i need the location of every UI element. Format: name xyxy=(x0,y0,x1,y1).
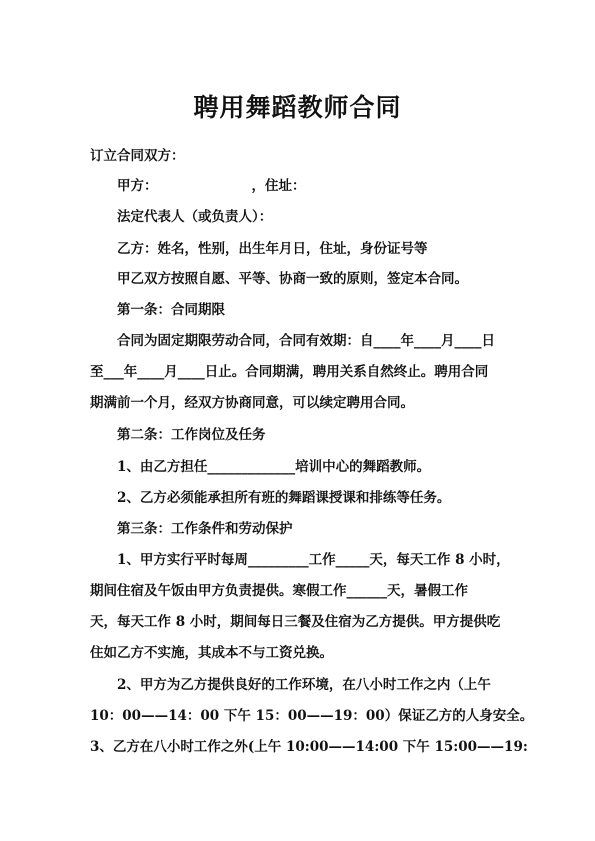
party-b-line: 乙方：姓名，性别，出生年月日，住址，身份证号等 xyxy=(117,241,428,257)
article-3-item-1 xyxy=(90,545,514,669)
document-title: 聘用舞蹈教师合同 xyxy=(193,93,402,122)
legal-representative-line: 法定代表人（或负责人）： xyxy=(117,209,273,225)
article-3-item-3: 3、乙方在八小时工作之外(上午 10:00——14:00 下午 15:00——19: xyxy=(90,739,528,755)
article-3-item-1-line-3: 天，每天工作 8 小时，期间每日三餐及住宿为乙方提供。甲方提供吃 xyxy=(90,614,501,630)
article-3-item-2-line-1: 2、甲方为乙方提供良好的工作环境，在八小时工作之内（上午 xyxy=(117,677,491,693)
article-3-item-2 xyxy=(90,670,534,732)
article-1-body xyxy=(90,326,514,419)
principle-statement: 甲乙双方按照自愿、平等、协商一致的原则，签定本合同。 xyxy=(117,271,468,287)
article-3-item-1-line-4: 住如乙方不实施，其成本不与工资兑换。 xyxy=(90,645,333,661)
article-2-heading: 第二条：工作岗位及任务 xyxy=(117,427,266,443)
article-3-item-2-line-2: 10：00——14：00 下午 15：00——19：00）保证乙方的人身安全。 xyxy=(90,708,534,724)
article-1-line-2: 至___年____月____日止。合同期满，聘用关系自然终止。聘用合同 xyxy=(90,364,489,380)
article-3-item-1-line-2: 期间住宿及午饭由甲方负责提供。寒假工作______天，暑假工作 xyxy=(90,583,468,599)
party-a-line: 甲方： ，住址： xyxy=(117,178,306,194)
article-1-line-1: 合同为固定期限劳动合同，合同有效期：自____年____月____日 xyxy=(117,333,495,349)
article-2-item-2: 2、乙方必须能承担所有班的舞蹈课授课和排练等任务。 xyxy=(117,490,451,506)
article-3-item-1-line-1: 1、甲方实行平时每周_________工作_____天，每天工作 8 小时， xyxy=(117,552,510,568)
article-1-heading: 第一条：合同期限 xyxy=(117,302,225,318)
article-2-item-1: 1、由乙方担任_____________培训中心的舞蹈教师。 xyxy=(117,459,431,475)
contract-parties-heading: 订立合同双方： xyxy=(90,148,185,164)
article-1-line-3: 期满前一个月，经双方协商同意，可以续定聘用合同。 xyxy=(90,395,414,411)
article-3-heading: 第三条：工作条件和劳动保护 xyxy=(117,521,293,537)
